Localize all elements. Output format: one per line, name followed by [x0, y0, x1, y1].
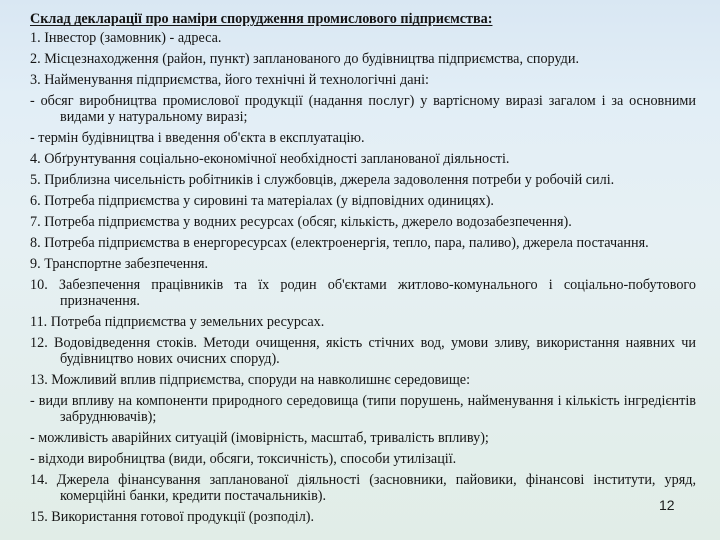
- slide-title: Склад декларації про наміри спорудження промислового підприємства:: [30, 11, 493, 27]
- list-item: 10. Забезпечення працівників та їх родин об'єктами житлово-комунального і соціально-побутового призначення.: [30, 277, 696, 309]
- list-item: 3. Найменування підприємства, його технічні й технологічні дані:: [30, 72, 429, 88]
- list-item: 2. Місцезнаходження (район, пункт) запланованого до будівництва підприємства, споруди.: [30, 51, 580, 67]
- list-item: 14. Джерела фінансування запланованої діяльності (засновники, пайовики, фінансові інститути, уряд, комерційні банки, кредити постачальників).: [30, 472, 696, 504]
- declaration-list: [30, 30, 696, 525]
- list-item: 15. Використання готової продукції (розподіл).: [30, 509, 315, 525]
- list-item: 13. Можливий вплив підприємства, споруди на навколишнє середовище:: [30, 372, 471, 388]
- list-item: 12. Водовідведення стоків. Методи очищення, якість стічних вод, умови зливу, використання наявних чи будівництво нових очисних споруд).: [30, 335, 696, 367]
- list-item: 1. Інвестор (замовник) - адреса.: [30, 30, 222, 46]
- list-item: 7. Потреба підприємства у водних ресурсах (обсяг, кількість, джерело водозабезпечення).: [30, 214, 572, 230]
- list-item: - види впливу на компоненти природного середовища (типи порушень, найменування і кількість інгредієнтів забруднювачів);: [30, 393, 696, 425]
- slide-content: [30, 9, 696, 530]
- list-item: - можливість аварійних ситуацій (імовірність, масштаб, тривалість впливу);: [30, 430, 489, 446]
- list-item: 4. Обґрунтування соціально-економічної необхідності запланованої діяльності.: [30, 151, 510, 167]
- page-number: 12: [659, 497, 675, 513]
- list-item: - термін будівництва і введення об'єкта в експлуатацію.: [30, 130, 365, 146]
- list-item: - відходи виробництва (види, обсяги, токсичність), способи утилізації.: [30, 451, 457, 467]
- list-item: 11. Потреба підприємства у земельних ресурсах.: [30, 314, 325, 330]
- list-item: - обсяг виробництва промислової продукції (надання послуг) у вартісному виразі загалом і за основними видами у натуральному виразі;: [30, 93, 696, 125]
- list-item: 9. Транспортне забезпечення.: [30, 256, 209, 272]
- list-item: 8. Потреба підприємства в енергоресурсах (електроенергія, тепло, пара, паливо), джерела постачання.: [30, 235, 649, 251]
- list-item: 5. Приблизна чисельність робітників і службовців, джерела задоволення потреби у робочій силі.: [30, 172, 615, 188]
- list-item: 6. Потреба підприємства у сировині та матеріалах (у відповідних одиницях).: [30, 193, 494, 209]
